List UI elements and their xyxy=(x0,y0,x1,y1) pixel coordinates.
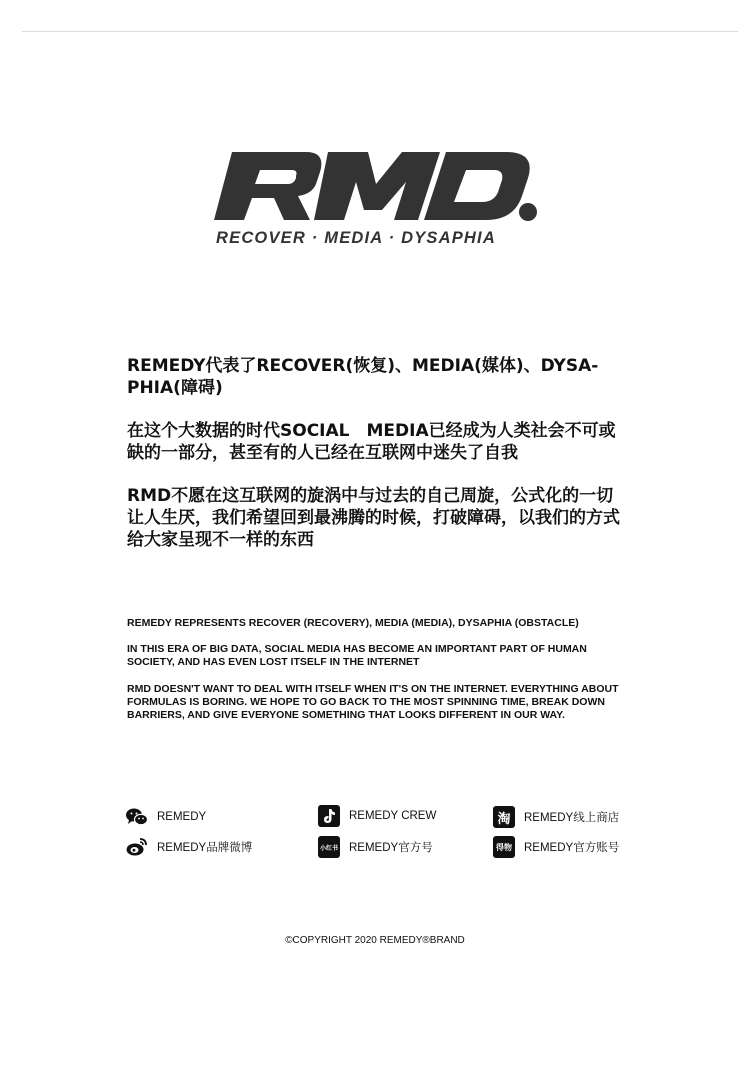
xiaohongshu-badge-text: 小红书 xyxy=(319,844,338,852)
social-taobao[interactable] xyxy=(493,806,619,828)
xiaohongshu-icon xyxy=(318,836,340,858)
social-wechat[interactable] xyxy=(126,806,206,828)
social-dewu-label: REMEDY官方账号 xyxy=(524,842,620,854)
en-paragraph-3 xyxy=(127,683,627,722)
wechat-account-icon xyxy=(493,836,515,858)
top-divider xyxy=(22,31,738,32)
social-taobao-label: REMEDY线上商店 xyxy=(524,812,620,824)
en-paragraph-3-text: RMD DOESN'T WANT TO DEAL WITH ITSELF WHEN IT'S ON THE INTERNET. EVERYTHING ABOUT FORMULAS IS BORING. WE HOPE TO GO BACK TO THE MOST SPINNING TIME, BREAK DOWN BARRIERS, AND GIVE EVERYONE SOMETHING THAT LOOKS DIFFERENT IN OUR WAY. xyxy=(127,683,619,721)
cn-paragraph-1 xyxy=(127,355,627,399)
cn-paragraph-3 xyxy=(127,485,627,551)
en-paragraph-1 xyxy=(127,617,627,630)
social-xiaohongshu[interactable] xyxy=(318,836,433,858)
social-weibo-label: REMEDY品牌微博 xyxy=(157,842,253,854)
tiktok-icon xyxy=(318,805,340,827)
cn-paragraph-2-text: 在这个大数据的时代SOCIAL MEDIA已经成为人类社会不可或缺的一部分，甚至有的人已经在互联网中迷失了自我 xyxy=(127,421,616,463)
social-xiaohongshu-label: REMEDY官方号 xyxy=(349,842,433,854)
taobao-icon xyxy=(493,806,515,828)
social-wechat-label: REMEDY xyxy=(157,811,207,823)
social-weibo[interactable] xyxy=(126,836,252,858)
en-paragraph-2 xyxy=(127,643,627,669)
taobao-badge-text: 淘 xyxy=(497,811,511,827)
cn-paragraph-2 xyxy=(127,420,627,464)
dewu-badge-text: 得物 xyxy=(496,842,512,852)
wechat-icon xyxy=(126,806,148,828)
cn-paragraph-1-text: REMEDY代表了RECOVER(恢复)、MEDIA(媒体)、DYSA-PHIA(障碍) xyxy=(127,356,599,398)
social-tiktok[interactable] xyxy=(318,805,436,827)
cn-paragraph-3-text: RMD不愿在这互联网的旋涡中与过去的自己周旋，公式化的一切让人生厌，我们希望回到最沸腾的时候，打破障碍，以我们的方式给大家呈现不一样的东西 xyxy=(127,486,620,550)
weibo-icon xyxy=(126,836,148,858)
en-paragraph-1-text: REMEDY REPRESENTS RECOVER (RECOVERY), MEDIA (MEDIA), DYSAPHIA (OBSTACLE) xyxy=(127,617,579,629)
copyright: ©COPYRIGHT 2020 REMEDY®BRAND xyxy=(285,935,465,946)
social-dewu[interactable] xyxy=(493,836,619,858)
en-paragraph-2-text: IN THIS ERA OF BIG DATA, SOCIAL MEDIA HAS BECOME AN IMPORTANT PART OF HUMAN SOCIETY, AND HAS EVEN LOST ITSELF IN THE INTERNET xyxy=(127,643,587,668)
rmd-logo xyxy=(210,150,540,250)
social-tiktok-label: REMEDY CREW xyxy=(349,810,437,822)
logo-tagline: RECOVER · MEDIA · DYSAPHIA xyxy=(216,229,496,247)
